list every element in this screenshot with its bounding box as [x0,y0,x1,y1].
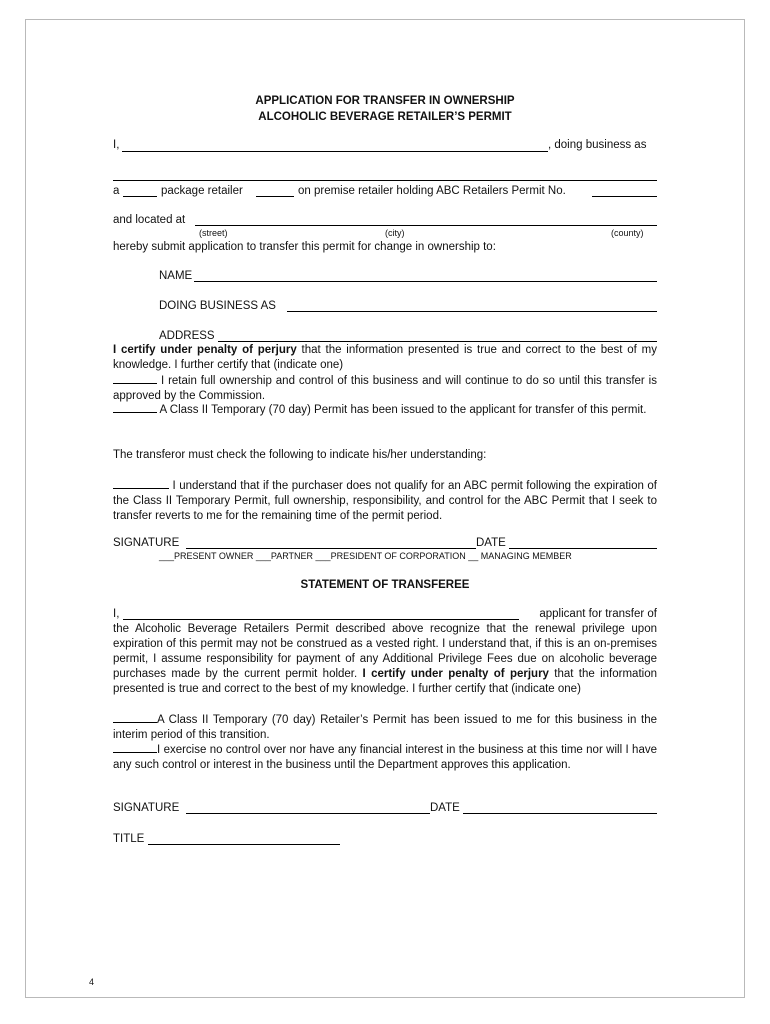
county-caption: (county) [611,228,644,238]
a-label: a [113,185,120,197]
statement-heading: STATEMENT OF TRANSFEREE [300,579,470,591]
no-control-text: I exercise no control over nor have any financial interest in the business at this time nor will I have any such control or interest in the business until the Department approves this application. [113,744,657,771]
form-title-line1: APPLICATION FOR TRANSFER IN OWNERSHIP [255,95,515,107]
retain-ownership-option [113,373,657,404]
applicant-label: applicant for transfer of [539,608,657,620]
no-control-check[interactable] [113,742,157,753]
title-field[interactable] [148,844,340,845]
business-name-field[interactable] [113,180,657,181]
transferee-signature-label: SIGNATURE [113,802,180,814]
class2-retailer-check[interactable] [113,712,157,723]
new-address-field[interactable] [218,341,657,342]
package-retailer-check[interactable] [123,196,157,197]
date-field[interactable] [509,548,657,549]
understand-text: I understand that if the purchaser does not qualify for an ABC permit following the expiration of the Class II Temporary Permit, full ownership, responsibility, and control for the ABC Permit that I seek to transfer reverts to me for the remaining time of the permit period. [113,480,657,522]
transferee-certify-rest: that the information presented is true and correct to the best of my knowledge. I further certify that (indicate one) [113,667,657,695]
owner-name-field[interactable] [122,151,548,152]
certify-rest: that the information presented is true and correct to the best of my knowledge. I further certify that (indicate one) [113,344,657,371]
new-dba-field[interactable] [287,311,657,312]
transferee-paragraph [113,622,657,697]
class2-permit-check[interactable] [113,402,157,413]
transferor-instruction: The transferor must check the following to indicate his/her understanding: [113,449,487,461]
applicant-prefix: I, [113,139,120,151]
located-at-label: and located at [113,214,186,226]
transferee-date-field[interactable] [463,813,657,814]
submit-statement: hereby submit application to transfer this permit for change in ownership to: [113,241,496,253]
transferee-text: the Alcoholic Beverage Retailers Permit described above recognize that the renewal privilege upon expiration of this permit may not be construed as a vested right. I understand that, if this is an on-premises permit, I assume responsibility for payment of any Additional Privilege Fees due on alcoholic beverage purchases made by the current permit holder. [113,623,657,680]
form-title-line2: ALCOHOLIC BEVERAGE RETAILER’S PERMIT [258,111,512,123]
understand-option [113,478,657,524]
name-label: NAME [159,270,193,282]
transferee-date-label: DATE [430,802,460,814]
title-label: TITLE [113,833,145,845]
transferee-signature-field[interactable] [186,813,430,814]
class2-retailer-text: A Class II Temporary (70 day) Retailer’s Permit has been issued to me for this business in the interim period of this transition. [113,714,657,741]
address-label: ADDRESS [159,330,215,342]
location-field[interactable] [195,225,657,226]
class2-retailer-option [113,712,657,743]
on-premise-retailer-check[interactable] [256,196,294,197]
owner-role-options[interactable]: ___PRESENT OWNER ___PARTNER ___PRESIDENT OF CORPORATION __ MANAGING MEMBER [159,551,572,561]
retain-ownership-text: I retain full ownership and control of this business and will continue to do so until this transfer is approved by the Commission. [113,375,657,402]
page-number: 4 [89,977,95,987]
class2-permit-text: A Class II Temporary (70 day) Permit has been issued to the applicant for transfer of this permit. [157,404,647,416]
package-retailer-label: package retailer [161,185,243,197]
transferee-prefix: I, [113,608,120,620]
date-label: DATE [476,537,506,549]
signature-label: SIGNATURE [113,537,180,549]
certify-paragraph [113,343,657,373]
permit-number-field[interactable] [592,196,657,197]
retain-ownership-check[interactable] [113,373,157,384]
no-control-option [113,742,657,773]
certify-bold: I certify under penalty of perjury [113,344,297,356]
understand-check[interactable] [113,478,169,489]
transferee-name-field[interactable] [123,619,519,620]
street-caption: (street) [199,228,228,238]
doing-business-as-label: , doing business as [548,139,647,151]
class2-permit-option [113,402,657,418]
city-caption: (city) [385,228,405,238]
signature-field[interactable] [186,548,476,549]
new-owner-name-field[interactable] [194,281,657,282]
on-premise-retailer-label: on premise retailer holding ABC Retailers Permit No. [298,185,566,197]
dba-label: DOING BUSINESS AS [159,300,276,312]
transferee-certify-bold: I certify under penalty of perjury [362,667,549,680]
